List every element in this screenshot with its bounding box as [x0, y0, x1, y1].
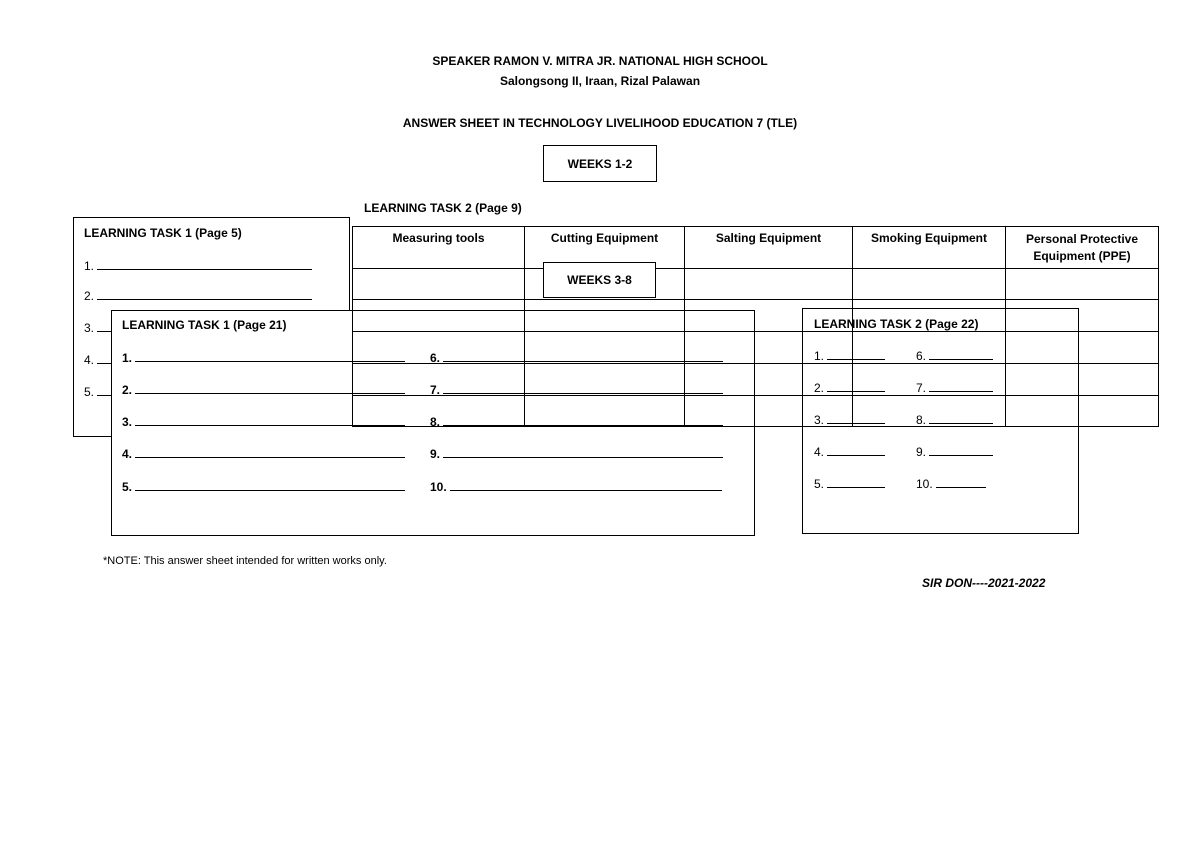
lt2-p22-title: LEARNING TASK 2 (Page 22)	[814, 317, 979, 331]
lt1-p5-item: 5.	[84, 385, 312, 399]
lt1-p21-item: 1.	[122, 351, 405, 365]
table-header-row	[353, 227, 1159, 269]
lt1-p21-item: 8.	[430, 415, 723, 429]
lt1-p21-title: LEARNING TASK 1 (Page 21)	[122, 318, 287, 332]
lt2-p9-title: LEARNING TASK 2 (Page 9)	[364, 201, 522, 215]
table-row	[353, 269, 1159, 300]
lt2-p22-item: 2.	[814, 381, 885, 395]
school-address: Salongsong II, Iraan, Rizal Palawan	[499, 74, 701, 88]
table-row	[353, 364, 1159, 396]
lt1-p21-item: 3.	[122, 415, 405, 429]
lt1-p21-item: 2.	[122, 383, 405, 397]
weeks-1-2-box	[543, 145, 657, 182]
column-header: Smoking Equipment	[853, 227, 1006, 269]
lt2-p22-item: 7.	[916, 381, 993, 395]
lt2-p22-item: 5.	[814, 477, 885, 491]
column-header: Measuring tools	[353, 227, 525, 269]
lt1-p21-item: 10.	[430, 480, 722, 494]
table-row	[353, 332, 1159, 364]
column-header: Salting Equipment	[685, 227, 853, 269]
sheet-title: ANSWER SHEET IN TECHNOLOGY LIVELIHOOD EDUCATION 7 (TLE)	[402, 116, 798, 130]
lt2-p22-item: 9.	[916, 445, 993, 459]
lt1-p21-item: 5.	[122, 480, 405, 494]
note-text: *NOTE: This answer sheet intended for written works only.	[103, 555, 387, 567]
lt2-p9-table	[352, 226, 1159, 427]
lt2-p22-item: 10.	[916, 477, 986, 491]
lt1-p21-item: 6.	[430, 351, 723, 365]
table-row	[353, 396, 1159, 427]
signature: SIR DON----2021-2022	[922, 576, 1046, 590]
weeks-3-8-label: WEEKS 3-8	[567, 273, 632, 287]
lt1-p5-item: 2.	[84, 289, 312, 303]
lt1-p21-item: 9.	[430, 447, 723, 461]
weeks-1-2-label: WEEKS 1-2	[567, 156, 633, 171]
lt1-p21-item: 7.	[430, 383, 723, 397]
lt2-p22-item: 1.	[814, 349, 885, 363]
lt1-p5-item: 3.	[84, 321, 312, 335]
lt2-p22-item: 3.	[814, 413, 885, 427]
lt1-p5-title: LEARNING TASK 1 (Page 5)	[84, 226, 242, 240]
lt2-p22-item: 8.	[916, 413, 993, 427]
lt2-p22-item: 6.	[916, 349, 993, 363]
lt2-p22-item: 4.	[814, 445, 885, 459]
weeks-3-8-box	[543, 262, 656, 298]
column-header: Personal Protective Equipment (PPE)	[1006, 227, 1159, 269]
lt1-p5-item: 1.	[84, 259, 312, 273]
lt1-p21-item: 4.	[122, 447, 405, 461]
school-name: SPEAKER RAMON V. MITRA JR. NATIONAL HIGH SCHOOL	[432, 54, 768, 68]
column-header: Cutting Equipment	[525, 227, 685, 269]
table-row	[353, 300, 1159, 332]
lt1-p5-item: 4.	[84, 353, 312, 367]
